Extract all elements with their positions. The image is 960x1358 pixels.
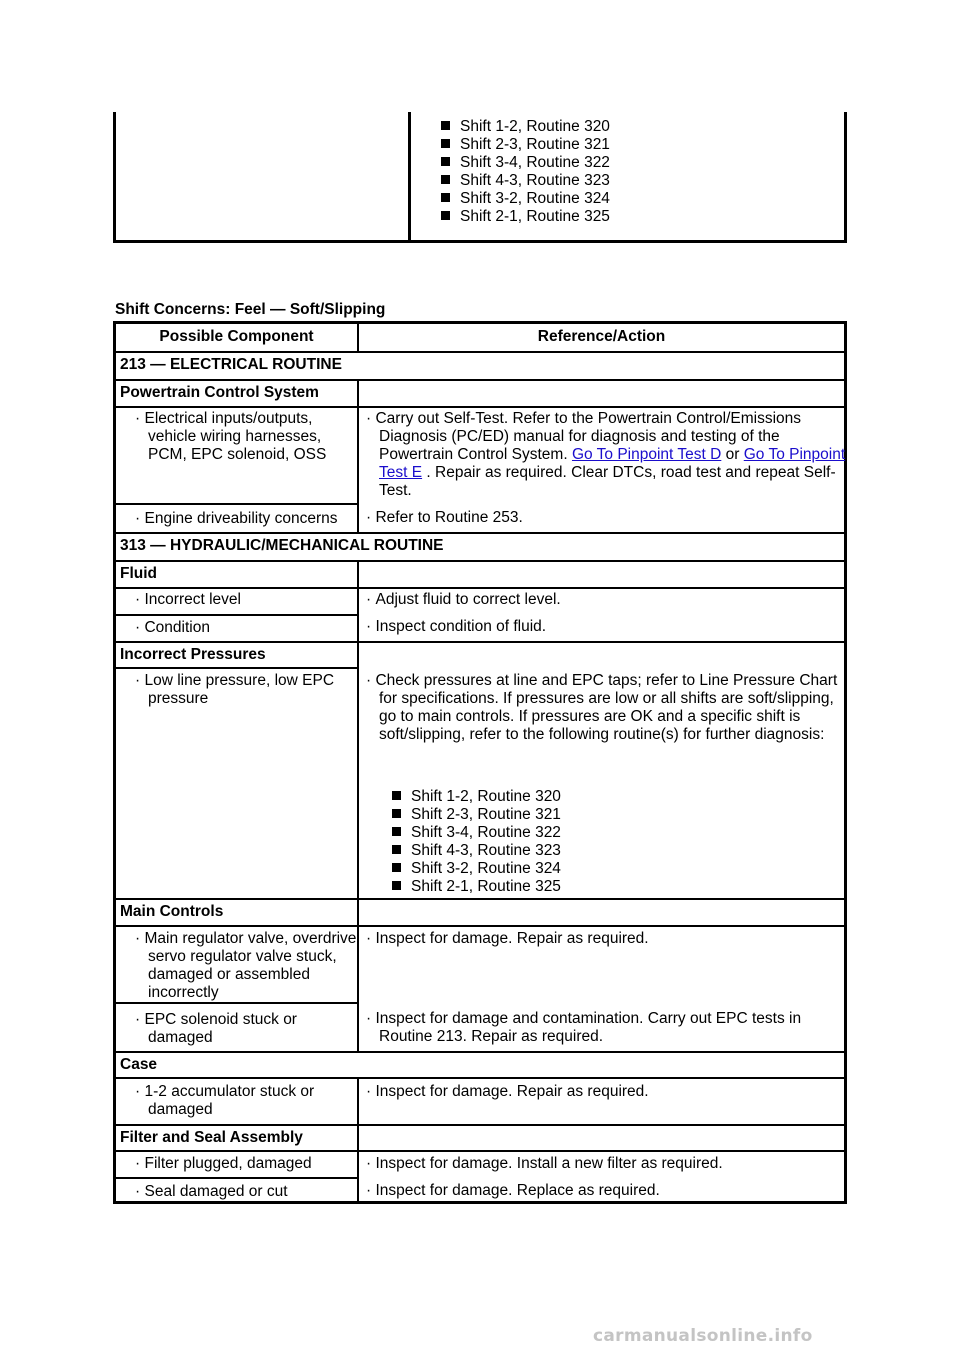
list-item: Shift 2-3, Routine 321 [441, 136, 610, 154]
pinpoint-test-e-link[interactable]: Go To Pinpoint Test E [379, 446, 846, 481]
action-item: · Adjust fluid to correct level. [366, 591, 561, 608]
square-bullet-icon [392, 845, 401, 854]
row-divider [116, 1051, 844, 1053]
category-pressures: Incorrect Pressures [120, 646, 266, 663]
column-divider [408, 112, 411, 240]
row-divider [116, 898, 844, 900]
component-item: · 1-2 accumulator stuck or damaged [135, 1083, 315, 1118]
square-bullet-icon [392, 791, 401, 800]
component-item: · EPC solenoid stuck or damaged [135, 1011, 297, 1046]
square-bullet-icon [441, 175, 450, 184]
action-item: · Inspect for damage. Install a new filter as required. [366, 1155, 723, 1172]
list-item: Shift 4-3, Routine 323 [441, 172, 610, 190]
row-divider [116, 667, 357, 669]
square-bullet-icon [441, 157, 450, 166]
component-item: · Main regulator valve, overdrive servo regulator valve stuck, damaged or assembled incorrectly [135, 930, 357, 1001]
site-watermark: carmanualsonline.info [593, 1326, 813, 1346]
row-divider [116, 1177, 357, 1179]
section-title-electrical: 213 — ELECTRICAL ROUTINE [120, 356, 342, 373]
action-item: · Check pressures at line and EPC taps; refer to Line Pressure Chart for specifications. If pressures are low or all shifts are soft/slipping, go to main controls. If pressures are OK and a specific shift is soft/slipping, refer to the following routine(s) for further diagnosis: [366, 672, 838, 743]
list-item: Shift 3-4, Routine 322 [392, 824, 561, 842]
row-divider [116, 351, 844, 353]
row-divider [116, 1124, 844, 1126]
component-item: · Incorrect level [135, 591, 241, 608]
action-item: · Inspect for damage. Repair as required. [366, 1083, 649, 1100]
action-item: · Inspect for damage. Repair as required. [366, 930, 649, 947]
shift-concerns-table [113, 321, 847, 1204]
action-item: · Refer to Routine 253. [366, 509, 523, 526]
square-bullet-icon [392, 809, 401, 818]
category-main-controls: Main Controls [120, 903, 224, 920]
component-item: · Engine driveability concerns [135, 510, 338, 527]
row-divider [116, 1077, 844, 1079]
list-item: Shift 1-2, Routine 320 [392, 788, 561, 806]
row-divider [116, 587, 844, 589]
row-divider [116, 379, 844, 381]
square-bullet-icon [441, 211, 450, 220]
row-divider [116, 614, 357, 616]
action-item: · Inspect for damage. Replace as required. [366, 1182, 660, 1199]
square-bullet-icon [441, 121, 450, 130]
square-bullet-icon [392, 863, 401, 872]
list-item: Shift 2-1, Routine 325 [441, 208, 610, 226]
list-item: Shift 3-4, Routine 322 [441, 154, 610, 172]
row-divider [116, 406, 844, 408]
section-title-hydraulic: 313 — HYDRAULIC/MECHANICAL ROUTINE [120, 537, 444, 554]
category-case: Case [120, 1056, 158, 1073]
pinpoint-test-d-link[interactable]: Go To Pinpoint Test D [571, 446, 722, 463]
category-fluid: Fluid [120, 565, 158, 582]
action-item: · Carry out Self-Test. Refer to the Powertrain Control/Emissions Diagnosis (PC/ED) manual for diagnosis and testing of the Powertrain Control System. Go To Pinpoint Test D or Go To Pinpoint Test E . Repair as required. Clear DTCs, road test and repeat Self-Test. [366, 410, 846, 499]
component-item: · Seal damaged or cut [135, 1183, 288, 1200]
list-item: Shift 3-2, Routine 324 [441, 190, 610, 208]
category-filter-seal: Filter and Seal Assembly [120, 1129, 303, 1146]
list-item: Shift 4-3, Routine 323 [392, 842, 561, 860]
square-bullet-icon [392, 827, 401, 836]
row-divider [116, 560, 844, 562]
component-item: · Electrical inputs/outputs, vehicle wiring harnesses, PCM, EPC solenoid, OSS [135, 410, 327, 463]
category-powertrain: Powertrain Control System [120, 384, 319, 401]
column-header-component: Possible Component [159, 328, 314, 345]
action-item: · Inspect for damage and contamination. Carry out EPC tests in Routine 213. Repair as required. [366, 1010, 802, 1045]
list-item: Shift 2-3, Routine 321 [392, 806, 561, 824]
row-divider [116, 925, 844, 927]
row-divider [116, 532, 844, 534]
shift-routine-list [392, 788, 561, 896]
square-bullet-icon [441, 193, 450, 202]
component-item: · Low line pressure, low EPC pressure [135, 672, 335, 707]
list-item: Shift 2-1, Routine 325 [392, 878, 561, 896]
component-item: · Condition [135, 619, 210, 636]
row-divider [116, 503, 357, 505]
component-item: · Filter plugged, damaged [135, 1155, 312, 1172]
table-caption: Shift Concerns: Feel — Soft/Slipping [115, 301, 386, 318]
list-item: Shift 1-2, Routine 320 [441, 118, 610, 136]
action-item: · Inspect condition of fluid. [366, 618, 547, 635]
square-bullet-icon [392, 881, 401, 890]
continued-table [113, 112, 847, 243]
row-divider [116, 641, 844, 643]
row-divider [116, 1150, 844, 1152]
shift-routine-list [441, 118, 610, 226]
square-bullet-icon [441, 139, 450, 148]
list-item: Shift 3-2, Routine 324 [392, 860, 561, 878]
column-header-action: Reference/Action [537, 328, 666, 345]
row-divider [116, 1002, 357, 1004]
